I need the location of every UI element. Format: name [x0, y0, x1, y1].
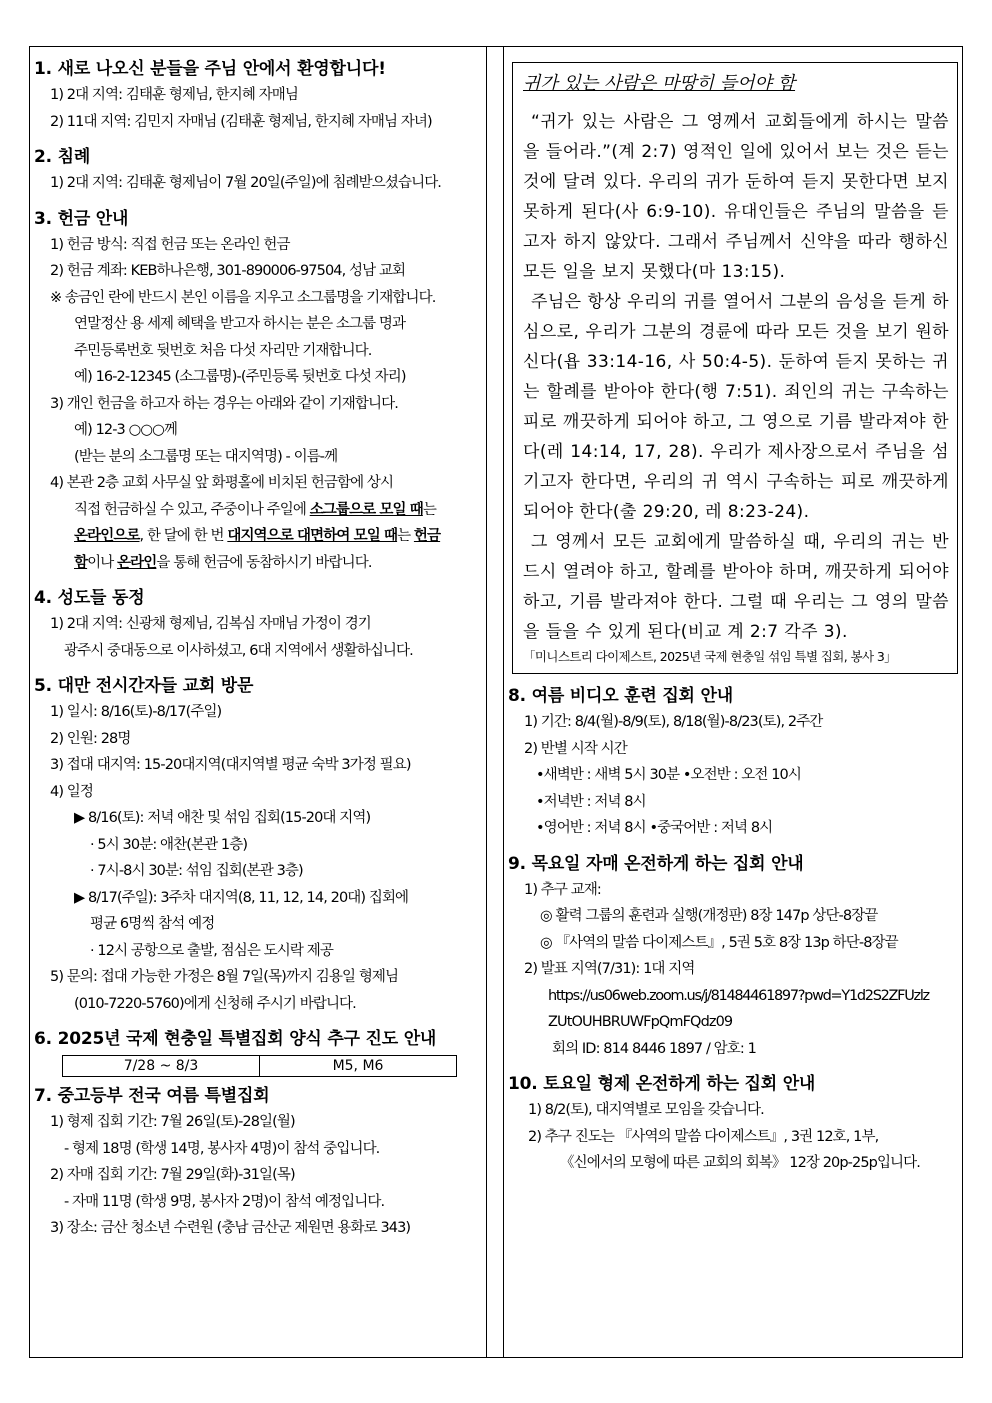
table-cell: M5, M6: [260, 1056, 457, 1077]
text-line: 2) 자매 집회 기간: 7월 29일(화)-31일(목): [50, 1167, 295, 1183]
text-line: 1) 헌금 방식: 직접 헌금 또는 온라인 헌금: [50, 236, 290, 253]
meeting-link[interactable]: https://us06web.zoom.us/j/81484461897?pwd=Y1d2S2ZFUzlz: [548, 987, 929, 1004]
text-line: 2) 헌금 계좌: KEB하나은행, 301-890006-97504, 성남 교회: [50, 263, 406, 279]
text-line: •저녁반 : 저녁 8시: [536, 793, 646, 810]
text-line: 1) 2대 지역: 김태훈 형제님, 한지혜 자매님: [50, 87, 298, 103]
section-title: 10. 토요일 형제 온전하게 하는 집회 안내: [508, 1074, 816, 1094]
table-row: [63, 1056, 457, 1077]
text-line: [34, 550, 482, 577]
text-line: 1) 일시: 8/16(토)-8/17(주일): [50, 704, 222, 720]
emphasis: 헌금: [413, 528, 441, 544]
text-line: 1) 2대 지역: 신광채 형제님, 김복심 자매님 가정이 경기: [50, 616, 371, 632]
text-span: 을 통해 헌금에 동참하시기 바랍니다.: [156, 554, 372, 571]
box-title: 귀가 있는 사람은 마땅히 들어야 함: [523, 73, 796, 94]
text-line: 1) 형제 집회 기간: 7월 26일(토)-28일(월): [50, 1114, 295, 1130]
text-line: 주민등록번호 뒷번호 처음 다섯 자리만 기재합니다.: [74, 342, 372, 359]
text-line: 《신에서의 모형에 따른 교회의 회복》 12장 20p-25p입니다.: [560, 1155, 920, 1171]
text-line: ※ 송금인 란에 반드시 본인 이름을 지우고 소그룹명을 기재합니다.: [50, 289, 436, 306]
column-divider: [486, 46, 487, 1358]
emphasis: 함: [74, 554, 88, 571]
right-column: [508, 56, 960, 1177]
text-line: [34, 497, 482, 524]
text-line: (010-7220-5760)에게 신청해 주시기 바랍니다.: [74, 995, 356, 1012]
box-paragraph: 그 영께서 모든 교회에게 말씀하실 때, 우리의 귀는 반드시 열려야 하고, 할례를 받아야 하며, 깨끗하게 되어야 하고, 기름 발라져야 한다. 그럴 때 우리는 그 영의 말씀을 들을 수 있게 된다(비교 계 2:7 각주 3).: [523, 532, 949, 642]
text-line: •새벽반 : 새벽 5시 30분 •오전반 : 오전 10시: [536, 767, 801, 783]
meditation-box: [512, 62, 958, 674]
section-title: 5. 대만 전시간자들 교회 방문: [34, 676, 254, 696]
emphasis: 소그룹으로 모일 때: [309, 501, 423, 518]
text-span: , 한 달에 한 번: [139, 528, 228, 544]
text-line: · 5시 30분: 애찬(본관 1층): [90, 836, 248, 853]
text-line: [34, 523, 482, 550]
box-paragraph: 주님은 항상 우리의 귀를 열어서 그분의 음성을 듣게 하심으로, 우리가 그분의 경륜에 따라 모든 것을 보기 원하신다(욥 33:14-16, 사 50:4-5). 둔하여 듣지 못하는 귀는 할례를 받아야 한다(행 7:51). 죄인의 귀는 구속하는 피로 깨끗하게 되어야 하고, 그 영으로 기름 발라져야 한다(레 14:14, 17, 28). 우리가 제사장으로서 주님을 섬기고자 한다면, 우리의 귀 역시 구속하는 피로 깨끗하게 되어야 한다(출 29:20, 레 8:23-24).: [523, 292, 949, 522]
emphasis: 대지역으로 대면하여 모일 때: [227, 528, 398, 544]
text-line: · 12시 공항으로 출발, 점심은 도시락 제공: [90, 942, 333, 959]
section-title: 6. 2025년 국제 현충일 특별집회 양식 추구 진도 안내: [34, 1029, 437, 1049]
text-line: 1) 추구 교재:: [524, 881, 601, 898]
text-line: 2) 추구 진도는 『사역의 말씀 다이제스트』, 3권 12호, 1부,: [528, 1128, 879, 1145]
emphasis: 온라인: [117, 554, 157, 571]
box-source: 「미니스트리 다이제스트, 2025년 국제 현충일 섞임 특별 집회, 봉사 3」: [523, 649, 897, 664]
text-line: ▶ 8/17(주일): 3주차 대지역(8, 11, 12, 14, 20대) 집회에: [74, 889, 409, 906]
text-line: 4) 일정: [50, 783, 94, 800]
text-line: 예) 16-2-12345 (소그룹명)-(주민등록 뒷번호 다섯 자리): [74, 369, 406, 385]
text-line: - 형제 18명 (학생 14명, 봉사자 4명)이 참석 중입니다.: [64, 1140, 380, 1157]
text-span: 이나: [87, 554, 118, 571]
text-line: ▶ 8/16(토): 저녁 애찬 및 섞임 집회(15-20대 지역): [74, 810, 371, 826]
text-line: 2) 11대 지역: 김민지 자매님 (김태훈 형제님, 한지혜 자매님 자녀): [50, 113, 432, 130]
text-line: 2) 발표 지역(7/31): 1대 지역: [524, 961, 695, 977]
table-cell: 7/28 ~ 8/3: [63, 1056, 260, 1077]
text-line: (받는 분의 소그룹명 또는 대지역명) - 이름-께: [74, 448, 338, 465]
meeting-link[interactable]: ZUtOUHBRUWFpQmFQdz09: [548, 1014, 733, 1030]
section-title: 4. 성도들 동정: [34, 588, 145, 608]
text-line: · 7시-8시 30분: 섞임 집회(본관 3층): [90, 863, 303, 879]
text-line: ◎ 활력 그룹의 훈련과 실행(개정판) 8장 147p 상단-8장끝: [540, 908, 878, 924]
emphasis: 온라인으로: [74, 528, 140, 544]
text-span: 직접 헌금하실 수 있고, 주중이나 주일에: [74, 501, 310, 518]
text-line: 회의 ID: 814 8446 1897 / 암호: 1: [552, 1040, 756, 1057]
text-line: ◎ 『사역의 말씀 다이제스트』, 5권 5호 8장 13p 하단-8장끝: [540, 934, 898, 951]
text-line: 3) 개인 헌금을 하고자 하는 경우는 아래와 같이 기재합니다.: [50, 395, 398, 412]
column-divider: [503, 46, 504, 1358]
section-title: 3. 헌금 안내: [34, 208, 129, 229]
text-line: •영어반 : 저녁 8시 •중국어반 : 저녁 8시: [536, 820, 773, 836]
section-title: 2. 침례: [34, 147, 91, 167]
text-line: 3) 접대 대지역: 15-20대지역(대지역별 평균 숙박 3가정 필요): [50, 757, 411, 773]
section-title: 7. 중고등부 전국 여름 특별집회: [34, 1086, 270, 1106]
schedule-table: [62, 1055, 457, 1077]
section-title: 1. 새로 나오신 분들을 주님 안에서 환영합니다!: [34, 59, 386, 79]
text-line: 4) 본관 2층 교회 사무실 앞 화평홀에 비치된 헌금함에 상시: [50, 475, 394, 491]
text-line: 2) 인원: 28명: [50, 730, 131, 747]
text-span: 는: [422, 501, 436, 518]
text-line: 평균 6명씩 참석 예정: [90, 916, 215, 932]
text-line: 1) 2대 지역: 김태훈 형제님이 7월 20일(주일)에 침례받으셨습니다.: [50, 175, 442, 191]
text-line: - 자매 11명 (학생 9명, 봉사자 2명)이 참석 예정입니다.: [64, 1193, 385, 1210]
section-title: 8. 여름 비디오 훈련 집회 안내: [508, 686, 733, 706]
text-line: 1) 8/2(토), 대지역별로 모임을 갖습니다.: [528, 1102, 764, 1118]
text-line: 1) 기간: 8/4(월)-8/9(토), 8/18(월)-8/23(토), 2주간: [524, 714, 823, 730]
text-line: 광주시 중대동으로 이사하셨고, 6대 지역에서 생활하십니다.: [64, 642, 413, 659]
text-line: 연말정산 용 세제 혜택을 받고자 하시는 분은 소그룹 명과: [74, 316, 406, 332]
text-line: 3) 장소: 금산 청소년 수련원 (충남 금산군 제원면 용화로 343): [50, 1220, 411, 1236]
section-title: 9. 목요일 자매 온전하게 하는 집회 안내: [508, 853, 804, 874]
text-span: 는: [397, 528, 414, 544]
left-column: [34, 56, 482, 1242]
text-line: 2) 반별 시작 시간: [524, 740, 627, 757]
box-paragraph: “귀가 있는 사람은 그 영께서 교회들에게 하시는 말씀을 들어라.”(계 2:7) 영적인 일에 있어서 보는 것은 듣는 것에 달려 있다. 우리의 귀가 둔하여 듣지 못한다면 보지 못하게 된다(사 6:9-10). 유대인들은 주님의 말씀을 듣고자 하지 않았다. 그래서 주님께서 신약을 따라 행하신 모든 일을 보지 못했다(마 13:15).: [523, 112, 949, 282]
text-line: 예) 12-3 ○○○께: [74, 422, 177, 438]
text-line: 5) 문의: 접대 가능한 가정은 8월 7일(목)까지 김용일 형제님: [50, 969, 399, 985]
